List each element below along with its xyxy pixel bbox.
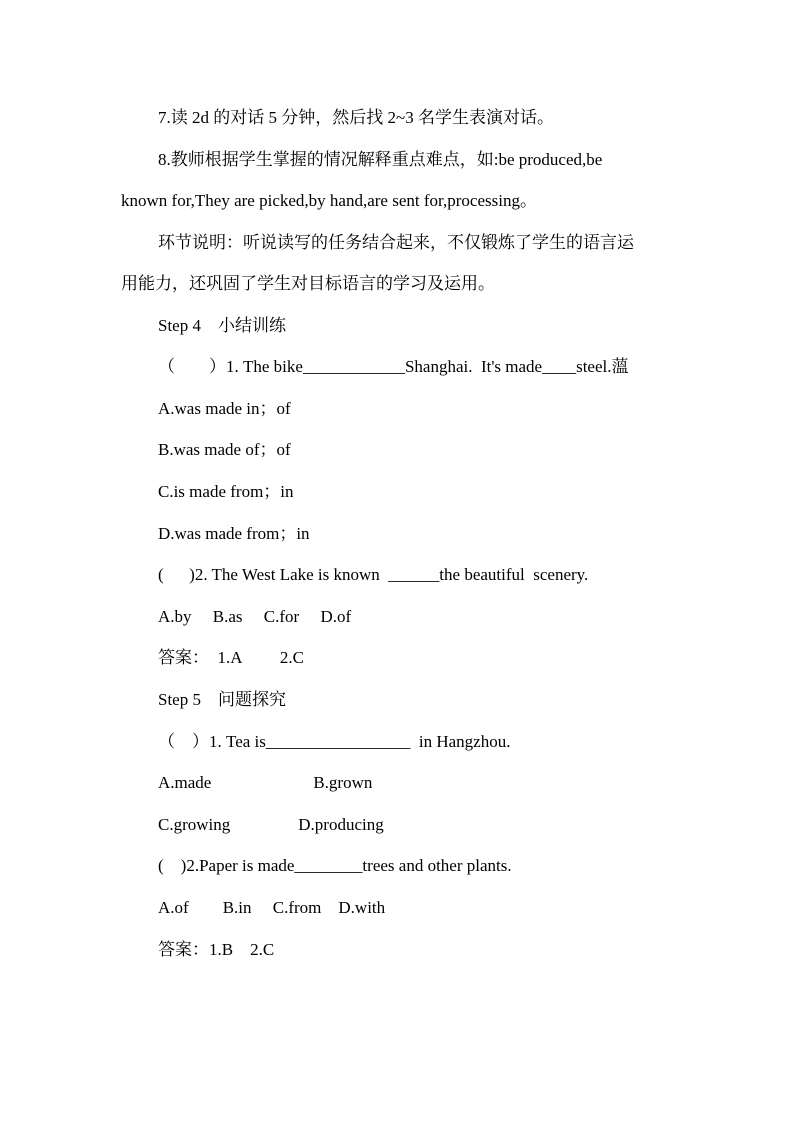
step-5-answers: 答案：1.B 2.C: [158, 940, 275, 959]
step-4-question-2: ( )2. The West Lake is known ______the beautiful scenery.: [158, 565, 589, 584]
instruction-step-7: 7.读 2d 的对话 5 分钟，然后找 2~3 名学生表演对话。: [158, 108, 554, 127]
step-4-q1-option-d: D.was made from；in: [158, 524, 310, 543]
step-5-q1-options-ab: A.made B.grown: [158, 773, 373, 792]
step-4-q1-option-c: C.is made from；in: [158, 482, 294, 501]
section-note: 环节说明：听说读写的任务结合起来，不仅锻炼了学生的语言运: [158, 233, 634, 252]
step-4-q1-option-a: A.was made in；of: [158, 399, 291, 418]
step-5-heading: Step 5 问题探究: [158, 690, 286, 709]
instruction-step-8-continued: known for,They are picked,by hand,are sent for,processing。: [121, 191, 537, 210]
section-note-continued: 用能力，还巩固了学生对目标语言的学习及运用。: [121, 274, 495, 293]
step-5-question-1: （ ）1. Tea is_________________ in Hangzhou.: [158, 732, 511, 751]
step-5-q2-options: A.of B.in C.from D.with: [158, 898, 386, 917]
step-4-q2-options: A.by B.as C.for D.of: [158, 607, 352, 626]
step-4-answers: 答案： 1.A 2.C: [158, 648, 304, 667]
step-4-heading: Step 4 小结训练: [158, 316, 286, 335]
instruction-step-8: 8.教师根据学生掌握的情况解释重点难点，如:be produced,be: [158, 150, 603, 169]
step-4-question-1: （ ）1. The bike____________Shanghai. It's made____steel.薀: [158, 357, 629, 376]
step-4-q1-option-b: B.was made of；of: [158, 440, 291, 459]
step-5-question-2: ( )2.Paper is made________trees and other plants.: [158, 856, 512, 875]
step-5-q1-options-cd: C.growing D.producing: [158, 815, 384, 834]
